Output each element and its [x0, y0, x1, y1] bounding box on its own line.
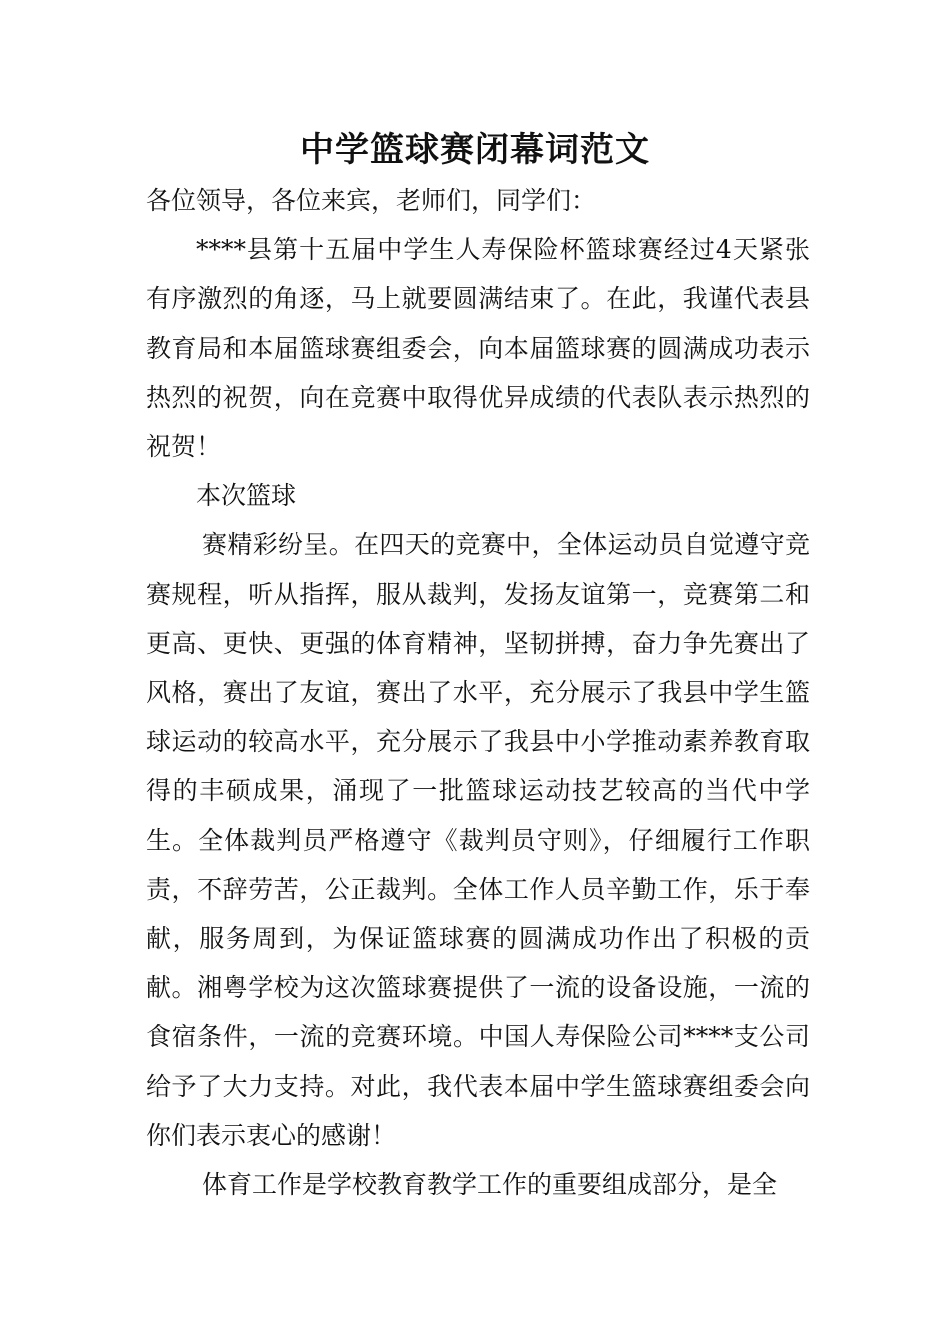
paragraph-sports-work: 体育工作是学校教育教学工作的重要组成部分，是全 — [202, 1170, 778, 1200]
paragraph-competition: 赛精彩纷呈。在四天的竞赛中，全体运动员自觉遵守竞赛规程，听从指挥，服从裁判，发扬友谊第一，竞赛第二和更高、更快、更强的体育精神，坚韧拼搏，奋力争先赛出了风格，赛出了友谊，赛出了水平，充分展示了我县中学生篮球运动的较高水平，充分展示了我县中小学推动素养教育取得的丰硕成果，涌现了一批篮球运动技艺较高的当代中学生。全体裁判员严格遵守《裁判员守则》，仔细履行工作职责，不辞劳苦，公正裁判。全体工作人员辛勤工作，乐于奉献，服务周到，为保证篮球赛的圆满成功作出了积极的贡献。湘粤学校为这次篮球赛提供了一流的设备设施，一流的食宿条件，一流的竞赛环境。中国人寿保险公司****支公司给予了大力支持。对此，我代表本届中学生篮球赛组委会向你们表示衷心的感谢！ — [146, 530, 810, 1150]
document-title: 中学篮球赛闭幕词范文 — [300, 130, 650, 170]
document-body — [146, 176, 810, 1209]
salutation: 各位领导，各位来宾，老师们，同学们： — [146, 186, 597, 215]
paragraph-fragment: 本次篮球 — [196, 481, 297, 511]
paragraph-opening: ****县第十五届中学生人寿保险杯篮球赛经过4天紧张有序激烈的角逐，马上就要圆满结束了。在此，我谨代表县教育局和本届篮球赛组委会，向本届篮球赛的圆满成功表示热烈的祝贺，向在竞赛中取得优异成绩的代表队表示热烈的祝贺！ — [146, 235, 810, 462]
